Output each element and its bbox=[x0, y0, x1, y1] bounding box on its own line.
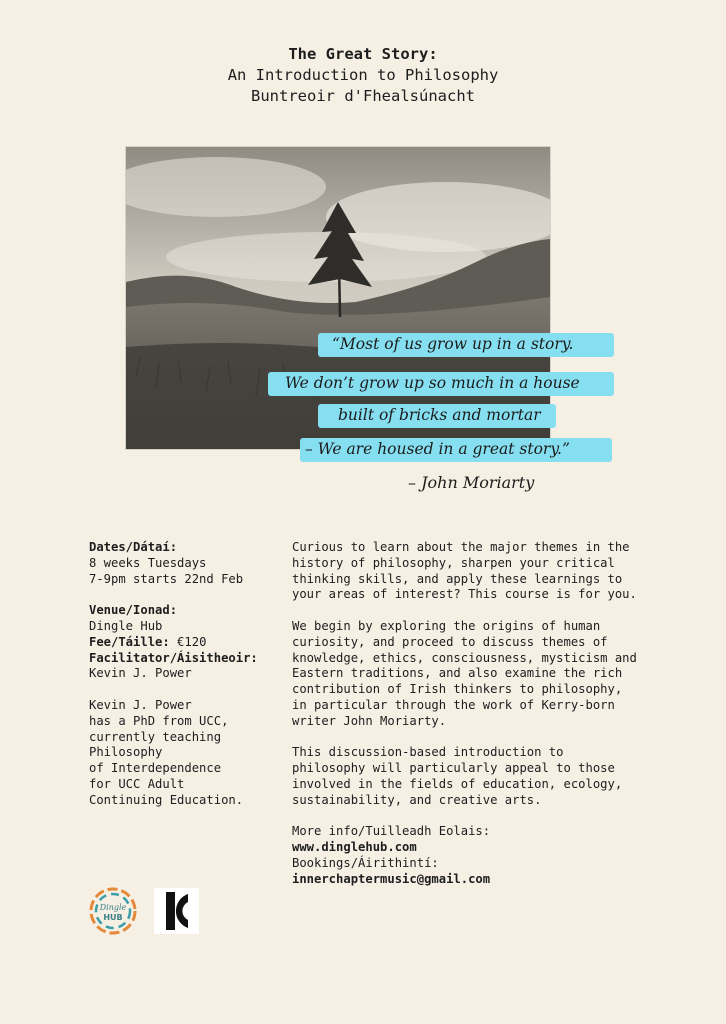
quote-attribution: – John Moriarty bbox=[408, 473, 535, 492]
bio-line: for UCC Adult bbox=[89, 776, 185, 791]
bio-line: Continuing Education. bbox=[89, 792, 244, 807]
description-paragraph-2: We begin by exploring the origins of human curiosity, and proceed to discuss themes of knowledge, ethics, consciousness, mysticism and Eastern traditions, and also examine the rich contribution of Irish thinkers to philosophy, in particular through the work of Kerry-born writer John Moriarty. bbox=[292, 618, 637, 728]
description-paragraph-3: This discussion-based introduction to philosophy will particularly appeal to those involved in the fields of education, ecology, sustainability, and creative arts. bbox=[292, 745, 623, 807]
fee-value: €120 bbox=[169, 634, 207, 649]
more-info-label: More info/Tuilleadh Eolais: bbox=[292, 824, 491, 839]
poster-title: The Great Story: bbox=[288, 45, 438, 63]
dates-line-1: 8 weeks Tuesdays bbox=[89, 555, 207, 570]
title-block bbox=[0, 44, 726, 107]
dates-label: Dates/Dátaí: bbox=[89, 540, 178, 554]
venue-label: Venue/Ionad: bbox=[89, 603, 178, 618]
quote-line-2: We don’t grow up so much in a house bbox=[285, 374, 580, 392]
bio-line: currently teaching bbox=[89, 729, 222, 744]
bio-line: Kevin J. Power bbox=[89, 697, 192, 712]
svg-text:HUB: HUB bbox=[103, 913, 123, 922]
bookings-label: Bookings/Áirithintí: bbox=[292, 855, 439, 870]
email-link[interactable]: innerchaptermusic@gmail.com bbox=[292, 871, 491, 886]
facilitator-value: Kevin J. Power bbox=[89, 666, 192, 681]
poster-irish-subtitle: Buntreoir d'Fhealsúnacht bbox=[251, 87, 475, 105]
website-link[interactable]: www.dinglehub.com bbox=[292, 840, 417, 855]
description-paragraph-1: Curious to learn about the major themes in the history of philosophy, sharpen your critical thinking skills, and apply these learnings to your areas of interest? This course is for you. bbox=[292, 540, 637, 602]
dates-line-2: 7-9pm starts 22nd Feb bbox=[89, 571, 244, 586]
venue-value: Dingle Hub bbox=[89, 618, 163, 633]
quote-line-1: “Most of us grow up in a story. bbox=[332, 335, 574, 353]
bio-line: Philosophy bbox=[89, 745, 163, 760]
inner-chapter-logo bbox=[154, 888, 199, 934]
poster-subtitle: An Introduction to Philosophy bbox=[227, 66, 499, 84]
quote-line-3: built of bricks and mortar bbox=[338, 406, 541, 424]
facilitator-label: Facilitator/Áisitheoir: bbox=[89, 650, 258, 665]
fee-label: Fee/Táille: bbox=[89, 634, 170, 649]
course-description bbox=[292, 540, 642, 888]
contact-info bbox=[292, 824, 642, 887]
course-details bbox=[89, 540, 279, 809]
dingle-hub-logo bbox=[88, 886, 138, 936]
bio-line: has a PhD from UCC, bbox=[89, 713, 229, 728]
quote-line-4: – We are housed in a great story.” bbox=[305, 440, 570, 458]
svg-text:Dingle: Dingle bbox=[99, 903, 127, 912]
bio-line: of Interdependence bbox=[89, 761, 222, 776]
